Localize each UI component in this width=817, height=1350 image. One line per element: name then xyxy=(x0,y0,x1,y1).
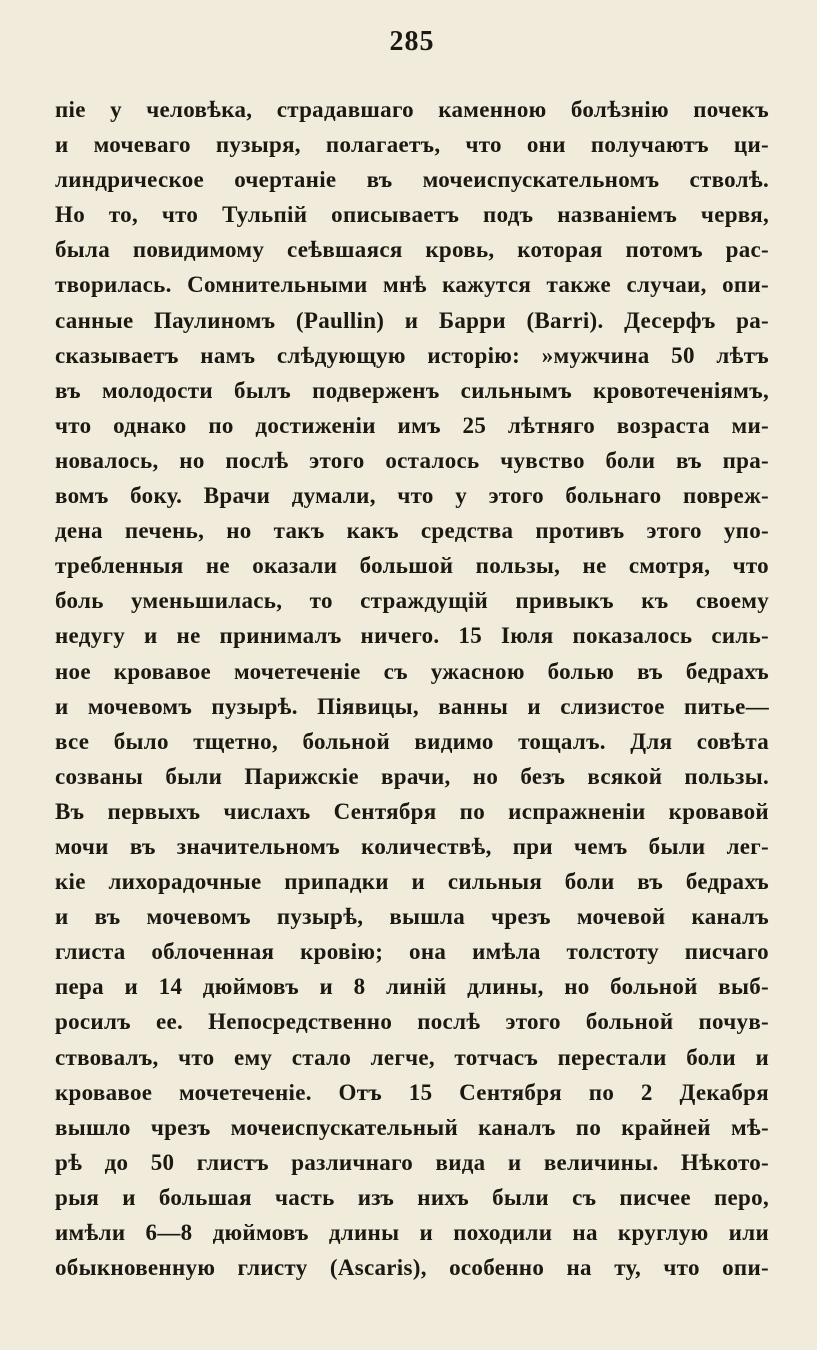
text-line: въ молодости былъ подверженъ сильнымъ кровотеченіямъ, xyxy=(55,377,769,403)
text-line: мочи въ значительномъ количествѣ, при чемъ были лег- xyxy=(55,833,769,859)
text-line: новалось, но послѣ этого осталось чувство боли въ пра- xyxy=(55,447,769,473)
page-number: 285 xyxy=(389,26,435,57)
text-line: кровавое мочетеченіе. Отъ 15 Сентября по 2 Декабря xyxy=(55,1079,769,1105)
text-line: что однако по достиженіи имъ 25 лѣтняго возраста ми- xyxy=(55,412,769,438)
text-line: рѣ до 50 глистъ различнаго вида и величины. Нѣкото- xyxy=(55,1149,769,1175)
text-line: обыкновенную глисту (Ascaris), особенно на ту, что опи- xyxy=(55,1255,769,1281)
body-text xyxy=(55,92,769,1285)
text-line: сказываетъ намъ слѣдующую исторію: »мужчина 50 лѣтъ xyxy=(55,342,769,368)
text-line: пера и 14 дюймовъ и 8 линій длины, но больной выб- xyxy=(55,974,769,1000)
text-line: рыя и большая часть изъ нихъ были съ писчее перо, xyxy=(55,1184,769,1210)
text-line: имѣли 6—8 дюймовъ длины и походили на круглую или xyxy=(55,1220,769,1245)
text-line: кіе лихорадочные припадки и сильныя боли въ бедрахъ xyxy=(55,869,769,895)
text-line: Въ первыхъ числахъ Сентября по испражненіи кровавой xyxy=(55,798,769,824)
text-line: все было тщетно, больной видимо тощалъ. Для совѣта xyxy=(55,728,769,754)
text-line: санные Паулиномъ (Paullin) и Барри (Barri). Десерфъ ра- xyxy=(55,307,769,333)
text-line: боль уменьшилась, то страждущій привыкъ къ своему xyxy=(55,588,769,614)
text-line: недугу и не принималъ ничего. 15 Іюля показалось силь- xyxy=(55,623,769,649)
text-line: росилъ ее. Непосредственно послѣ этого больной почув- xyxy=(55,1009,769,1035)
text-line: созваны были Парижскіе врачи, но безъ всякой пользы. xyxy=(55,763,769,789)
text-line: дена печень, но такъ какъ средства противъ этого упо- xyxy=(55,518,769,544)
text-line: творилась. Сомнительными мнѣ кажутся также случаи, опи- xyxy=(55,272,769,298)
text-line: и въ мочевомъ пузырѣ, вышла чрезъ мочевой каналъ xyxy=(55,904,769,930)
text-line: и мочевомъ пузырѣ. Піявицы, ванны и слизистое питье— xyxy=(55,693,769,719)
text-line: вомъ боку. Врачи думали, что у этого больнаго повреж- xyxy=(55,483,769,509)
text-line: піе у человѣка, страдавшаго каменною болѣзнію почекъ xyxy=(55,97,769,122)
text-line: линдрическое очертаніе въ мочеиспускательномъ стволѣ. xyxy=(55,167,769,193)
text-line: Но то, что Тульпій описываетъ подъ названіемъ червя, xyxy=(55,202,769,228)
text-line: и мочеваго пузыря, полагаетъ, что они получаютъ ци- xyxy=(55,132,769,158)
text-line: ное кровавое мочетеченіе съ ужасною болью въ бедрахъ xyxy=(55,658,769,684)
text-line: ствовалъ, что ему стало легче, тотчасъ перестали боли и xyxy=(55,1044,769,1070)
text-line: требленныя не оказали большой пользы, не смотря, что xyxy=(55,553,769,579)
text-line: глиста облоченная кровію; она имѣла толстоту писчаго xyxy=(55,939,769,965)
text-line: была повидимому сеѣвшаяся кровь, которая потомъ рас- xyxy=(55,237,769,263)
text-line: вышло чрезъ мочеиспускательный каналъ по крайней мѣ- xyxy=(55,1114,769,1140)
